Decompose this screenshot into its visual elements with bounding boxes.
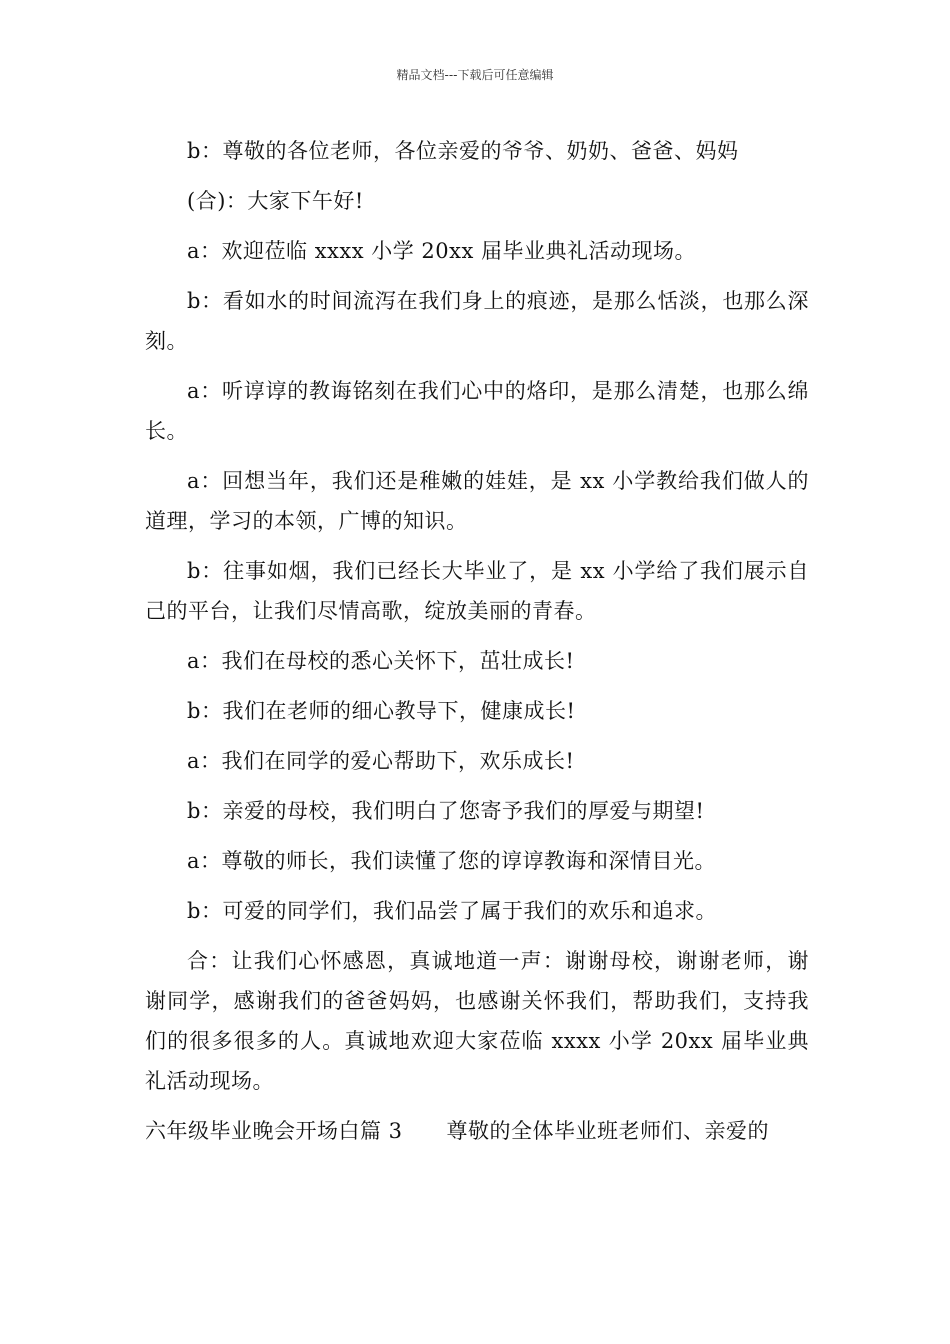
section-title: 六年级毕业晚会开场白篇 3: [145, 1119, 403, 1143]
paragraph: b：我们在老师的细心教导下，健康成长!: [187, 699, 576, 723]
paragraph: b：亲爱的母校，我们明白了您寄予我们的厚爱与期望!: [187, 799, 705, 823]
paragraph: a：我们在同学的爱心帮助下，欢乐成长!: [187, 749, 575, 773]
paragraph: b：看如水的时间流泻在我们身上的痕迹，是那么恬淡，也那么深刻。: [145, 289, 809, 353]
paragraph: b：尊敬的各位老师，各位亲爱的爷爷、奶奶、爸爸、妈妈: [187, 139, 739, 163]
paragraph: b：往事如烟，我们已经长大毕业了，是 xx 小学给了我们展示自己的平台，让我们尽情高歌，绽放美丽的青春。: [145, 559, 809, 623]
paragraph: (合)：大家下午好!: [187, 189, 364, 213]
paragraph: a：我们在母校的悉心关怀下，茁壮成长!: [187, 649, 575, 673]
paragraph: a：欢迎莅临 xxxx 小学 20xx 届毕业典礼活动现场。: [187, 239, 697, 263]
section-heading-line: [145, 1111, 809, 1151]
paragraph: b：可爱的同学们，我们品尝了属于我们的欢乐和追求。: [187, 899, 717, 923]
paragraph: a：回想当年，我们还是稚嫩的娃娃，是 xx 小学教给我们做人的道理，学习的本领，广博的知识。: [145, 469, 809, 533]
paragraph: a：尊敬的师长，我们读懂了您的谆谆教诲和深情目光。: [187, 849, 717, 873]
page-header: 精品文档---下载后可任意编辑: [396, 68, 554, 82]
paragraph: 合：让我们心怀感恩，真诚地道一声：谢谢母校，谢谢老师，谢谢同学，感谢我们的爸爸妈妈，也感谢关怀我们，帮助我们，支持我们的很多很多的人。真诚地欢迎大家莅临 xxxx 小学 20xx 届毕业典礼活动现场。: [145, 949, 809, 1093]
section-continuation: 尊敬的全体毕业班老师们、亲爱的: [446, 1119, 770, 1143]
paragraph: a：听谆谆的教诲铭刻在我们心中的烙印，是那么清楚，也那么绵长。: [145, 379, 809, 443]
document-body: [145, 131, 809, 1151]
